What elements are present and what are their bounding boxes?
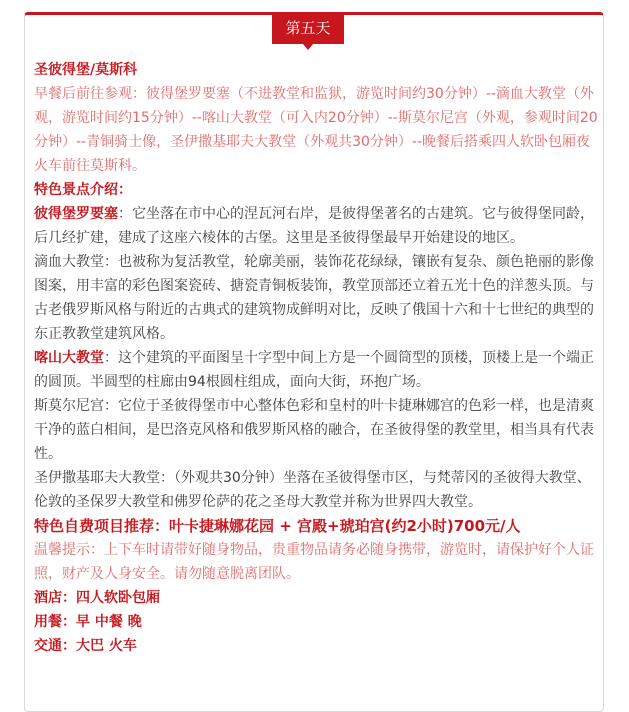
sight-peter-paul (34, 202, 598, 250)
sight-smolny: 斯莫尔尼宫：它位于圣彼得堡市中心整体色彩和皇村的叶卡捷琳娜宫的色彩一样，也是清爽干净的蓝白相间，是巴洛克风格和俄罗斯风格的融合，在圣彼得堡的教堂里，相当具有代表性。 (34, 398, 594, 462)
sight-peter-paul-text: ：它坐落在市中心的涅瓦河右岸，是彼得堡著名的古建筑。它与彼得堡同龄，后几经扩建，建成了这座六棱体的古堡。这里是圣彼得堡最早开始建设的地区。 (34, 206, 594, 246)
intro-title: 特色景点介绍： (34, 182, 132, 198)
meals-info: 用餐：早 中餐 晚 (34, 614, 142, 630)
route-title: 圣彼得堡/莫斯科 (34, 62, 138, 78)
hotel-info: 酒店：四人软卧包厢 (34, 590, 160, 606)
sight-kazan-text: ：这个建筑的平面图呈十字型中间上方是一个圆筒型的顶楼，顶楼上是一个端正的圆顶。半圆型的柱廊由94根圆柱组成，面向大街，环抱广场。 (34, 350, 594, 390)
morning-schedule: 早餐后前往参观：彼得堡罗要塞（不进教堂和监狱，游览时间约30分钟）--滴血大教堂（外观，游览时间约15分钟）--喀山大教堂（可入内20分钟）--斯莫尔尼宫（外观，参观时间20分钟）--青铜骑士像，圣伊撒基耶夫大教堂（外观共30分钟）--晚餐后搭乘四人软卧包厢夜火车前往莫斯科。 (34, 86, 598, 174)
reminder-text: 温馨提示：上下车时请带好随身物品，贵重物品请务必随身携带，游览时，请保护好个人证照，财产及人身安全。请勿随意脱离团队。 (34, 542, 594, 582)
optional-tour: 特色自费项目推荐：叶卡捷琳娜花园 + 宫殿+琥珀宫(约2小时)700元/人 (34, 517, 521, 535)
transport-info: 交通：大巴 火车 (34, 638, 137, 654)
sight-kazan-label: 喀山大教堂 (34, 350, 104, 366)
sight-isaac: 圣伊撒基耶夫大教堂：（外观共30分钟）坐落在圣彼得堡市区，与梵蒂冈的圣彼得大教堂、伦敦的圣保罗大教堂和佛罗伦萨的花之圣母大教堂并称为世界四大教堂。 (34, 470, 591, 510)
day-badge: 第五天 (272, 12, 344, 44)
sight-spilled-blood: 滴血大教堂：也被称为复活教堂，轮廓美丽，装饰花花绿绿，镶嵌有复杂、颜色艳丽的影像图案，用丰富的彩色图案瓷砖、搪瓷青铜板装饰，教堂顶部还立着五光十色的洋葱头顶。与古老俄罗斯风格与附近的古典式的建筑物成鲜明对比，反映了俄国十六和十七世纪的典型的东正教教堂建筑风格。 (34, 254, 594, 342)
itinerary-content (34, 58, 598, 658)
sight-peter-paul-label: 彼得堡罗要塞 (34, 206, 118, 222)
sight-kazan (34, 346, 598, 394)
